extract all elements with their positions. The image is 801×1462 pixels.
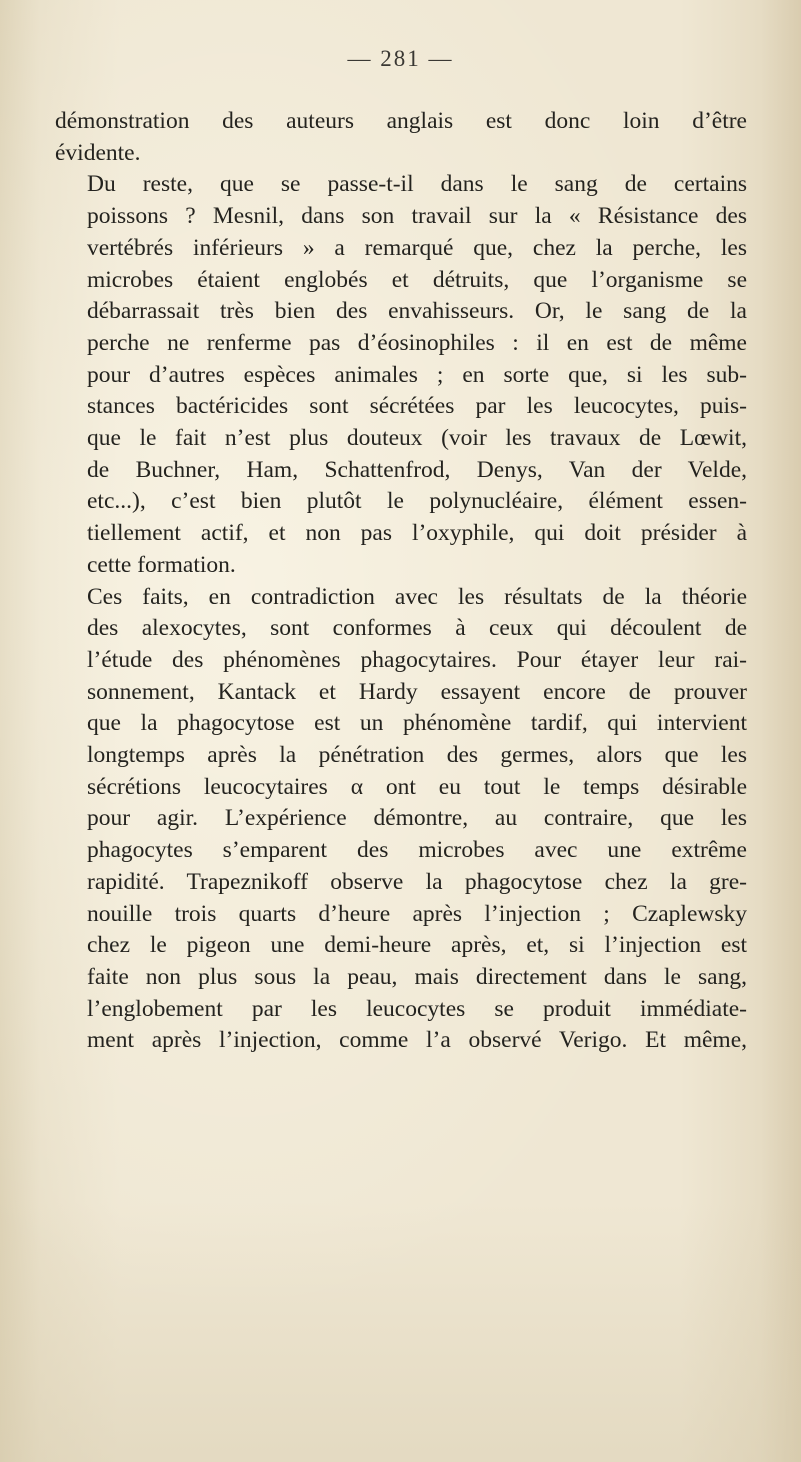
text-line: perche ne renferme pas d’éosinophiles : il en est de même [87,329,747,356]
text-line: que le fait n’est plus douteux (voir les travaux de Lœwit, [87,425,747,452]
text-line: pour agir. L’expérience démontre, au contraire, que les [87,805,747,832]
text-line: ment après l’injection, comme l’a observé Verigo. Et même, [87,1027,747,1054]
paragraph [55,106,747,169]
text-line: débarrassait très bien des envahisseurs. Or, le sang de la [87,298,747,325]
body-text [55,106,747,1057]
text-line: évidente. [55,139,141,166]
text-line: Ces faits, en contradiction avec les résultats de la théorie [87,583,747,610]
text-line: faite non plus sous la peau, mais directement dans le sang, [87,963,747,990]
text-line: démonstration des auteurs anglais est donc loin d’être [55,108,747,134]
paragraph [55,169,747,581]
text-line: cette formation. [87,551,236,578]
text-line: etc...), c’est bien plutôt le polynucléaire, élément essen- [87,488,747,515]
text-line: vertébrés inférieurs » a remarqué que, chez la perche, les [87,234,747,261]
text-line: Du reste, que se passe-t-il dans le sang de certains [87,171,747,198]
text-line: que la phagocytose est un phénomène tardif, qui intervient [87,710,747,737]
text-line: microbes étaient englobés et détruits, que l’organisme se [87,266,747,293]
text-line: longtemps après la pénétration des germes, alors que les [87,742,747,769]
text-line: de Buchner, Ham, Schattenfrod, Denys, Van der Velde, [87,456,747,483]
text-line: rapidité. Trapeznikoff observe la phagocytose chez la gre- [87,868,747,895]
text-line: l’englobement par les leucocytes se produit immédiate- [87,995,747,1022]
text-line: des alexocytes, sont conformes à ceux qui découlent de [87,615,747,642]
text-line: poissons ? Mesnil, dans son travail sur la « Résistance des [87,203,747,230]
text-line: sécrétions leucocytaires α ont eu tout le temps désirable [87,773,747,800]
paragraph [55,582,747,1058]
text-line: nouille trois quarts d’heure après l’injection ; Czaplewsky [87,900,747,927]
text-line: sonnement, Kantack et Hardy essayent encore de prouver [87,678,747,705]
text-line: l’étude des phénomènes phagocytaires. Pour étayer leur rai- [87,646,747,673]
text-line: pour d’autres espèces animales ; en sorte que, si les sub- [87,361,747,388]
text-line: chez le pigeon une demi-heure après, et, si l’injection est [87,932,747,959]
text-line: stances bactéricides sont sécrétées par les leucocytes, puis- [87,393,747,420]
text-line: tiellement actif, et non pas l’oxyphile, qui doit présider à [87,520,747,547]
text-line: phagocytes s’emparent des microbes avec une extrême [87,837,747,864]
page-number: — 281 — [347,46,454,71]
